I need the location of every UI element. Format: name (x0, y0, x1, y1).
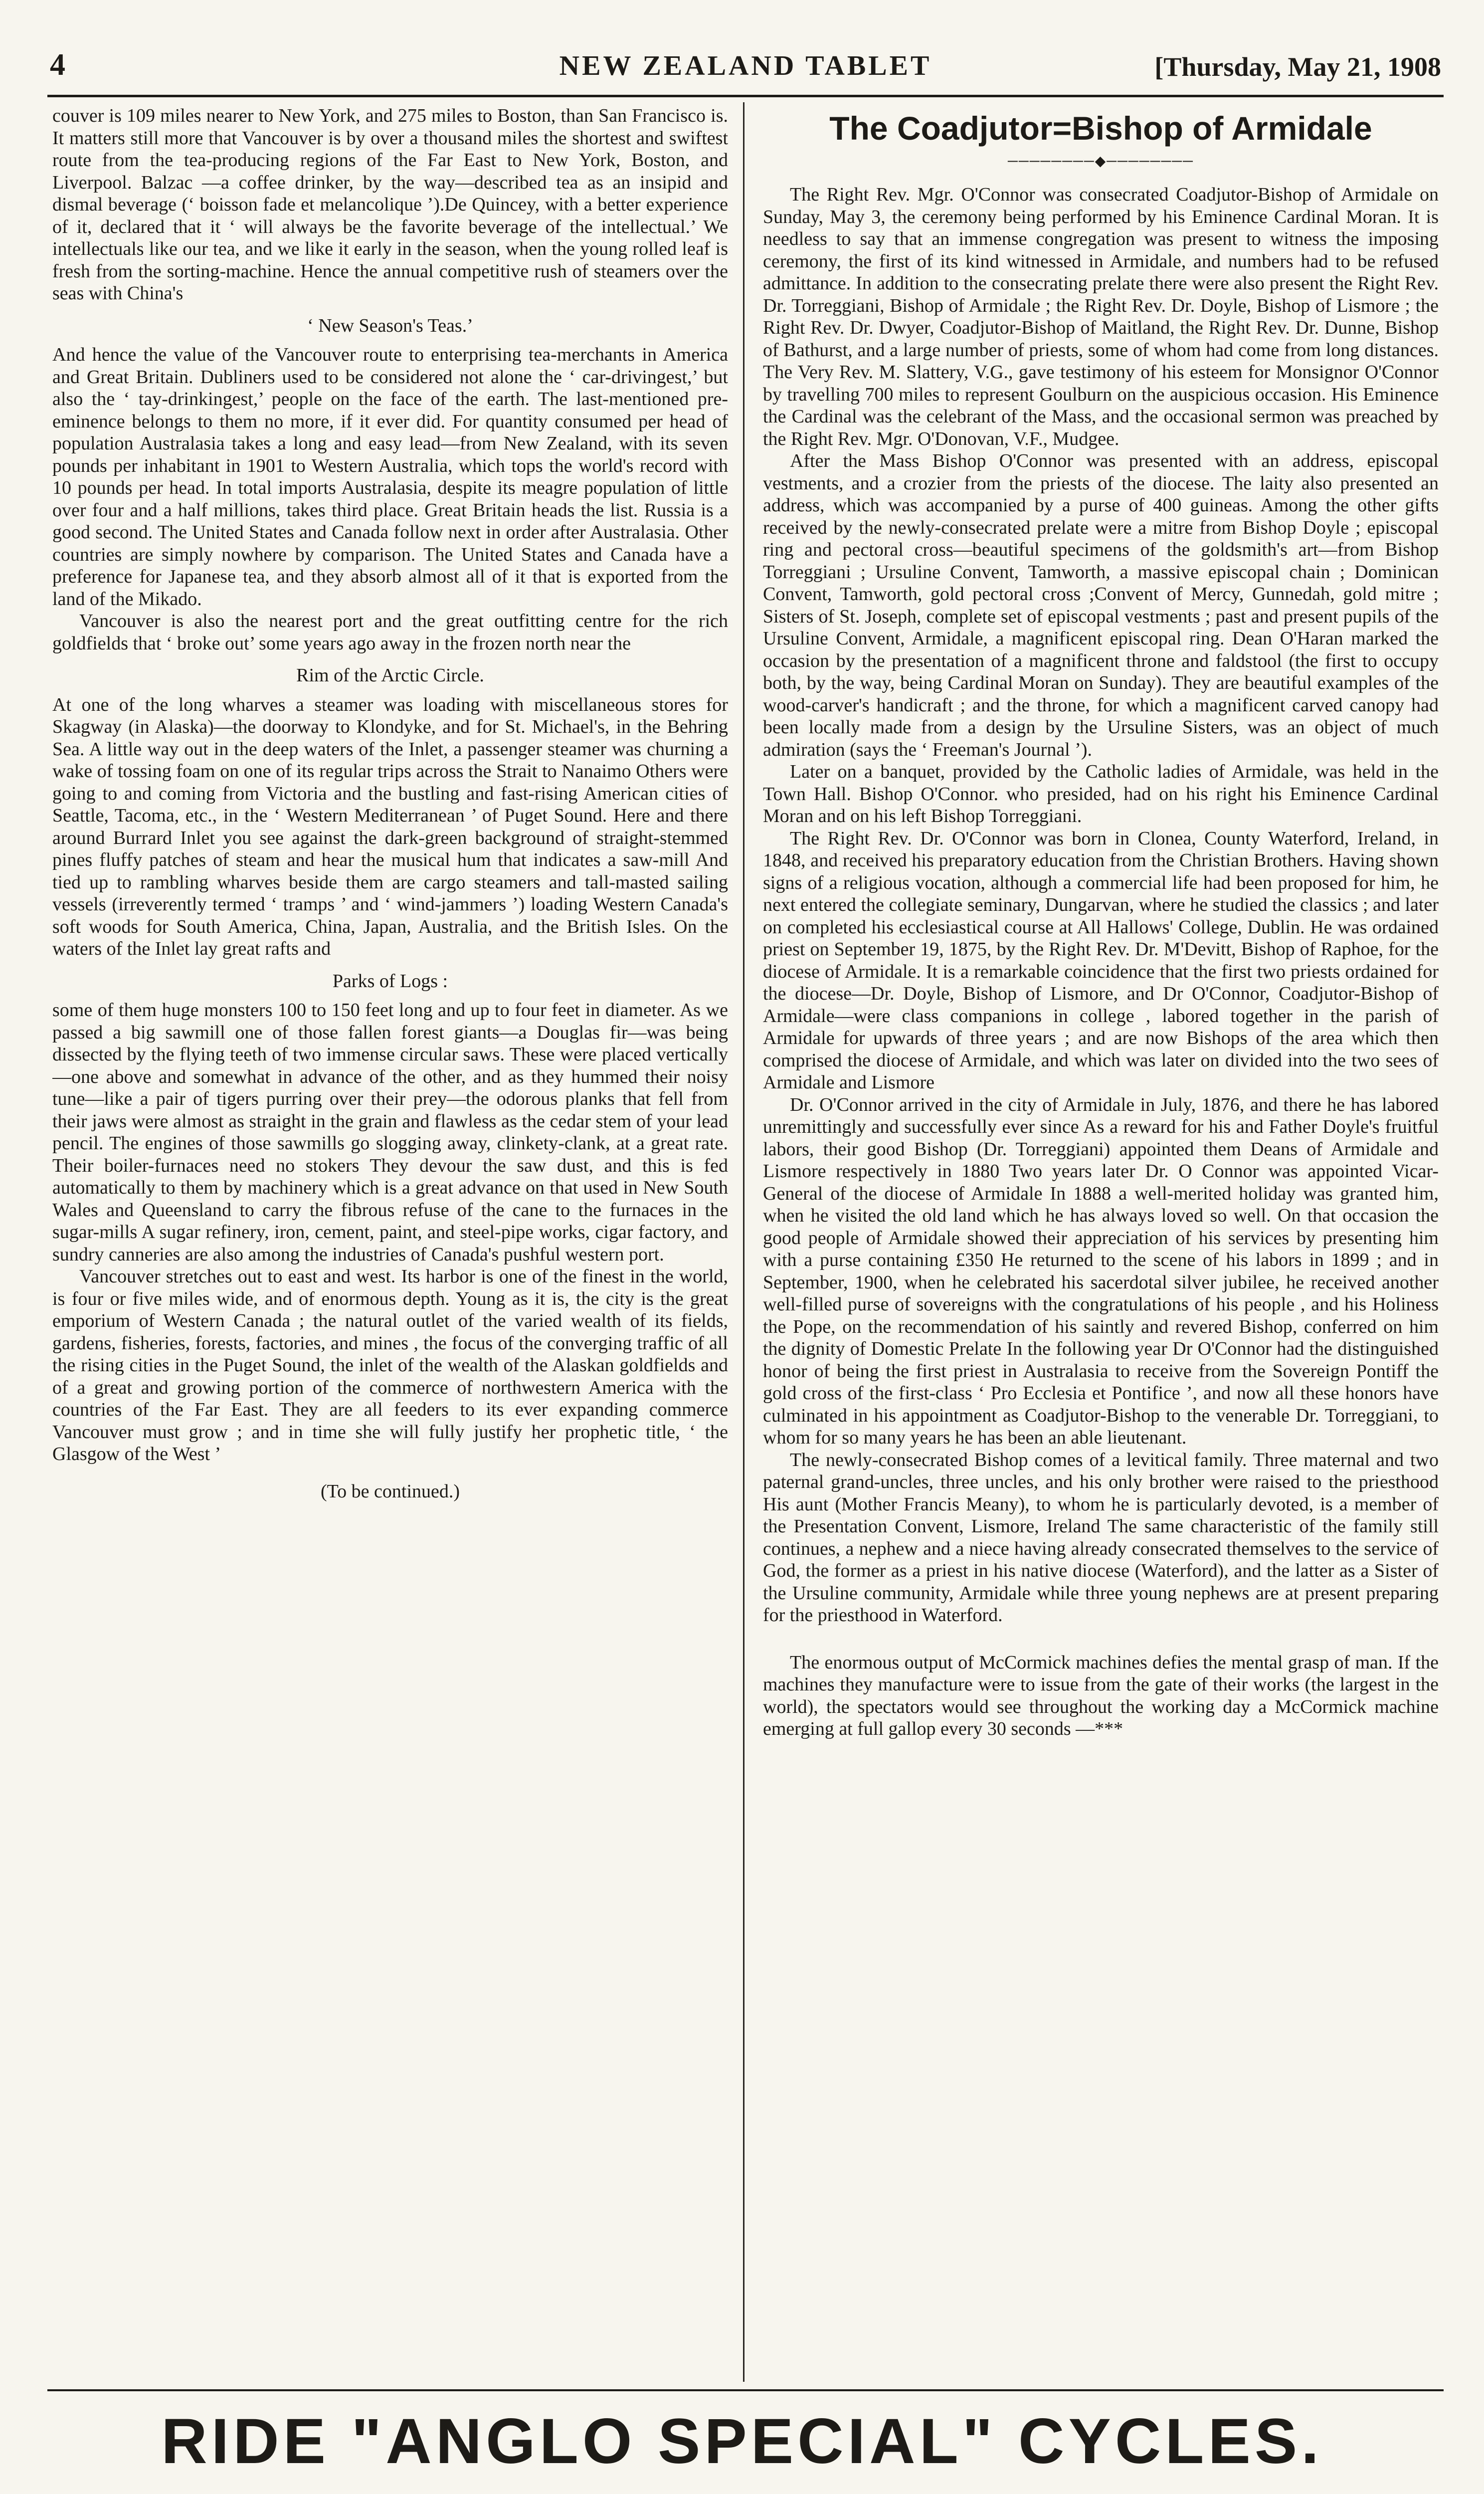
subhead-rim-of-arctic: Rim of the Arctic Circle. (296, 665, 484, 686)
right-paragraph-2: After the Mass Bishop O'Connor was presented with an address, episcopal vestments, and a crozier from the priests of the diocese. The laity also presented an address, which was accompanied by a purse of 400 guineas. Among the other gifts received by the newly-consecrated prelate were a mitre from Bishop Doyle ; episcopal ring and pectoral cross—beautiful specimens of the goldsmith's art—from Bishop Torreggiani ; Ursuline Convent, Tamworth, a massive episcopal chain ; Dominican Convent, Tamworth, gold pectoral cross ;Convent of Mercy, Gunnedah, gold mitre ; Sisters of St. Joseph, complete set of episcopal vestments ; past and present pupils of the Ursuline Convent, Armidale, a magnificent episcopal ring. Dean O'Haran marked the occasion by the presentation of a magnificent throne and faldstool (the first to occupy both, by the way, being Cardinal Moran on Sunday). They are beautiful examples of the wood-carver's handicraft ; and the throne, for which a magnificent carved canopy had been locally made from a design by the Ursuline Sisters, was an object of much admiration (says the ‘ Freeman's Journal ’). (763, 450, 1439, 760)
mccormick-filler: The enormous output of McCormick machines defies the mental grasp of man. If the machines they manufacture were to issue from the gate of their works (the largest in the world), the spectators would see throughout the working day a McCormick machine emerging at full gallop every 30 seconds —*** (763, 1652, 1439, 1739)
right-column (763, 105, 1439, 2384)
right-paragraph-5: Dr. O'Connor arrived in the city of Armidale in July, 1876, and there he has labored unremittingly and successfully ever since As a reward for his and Father Doyle's fruitful labors, their good Bishop (Dr. Torreggiani) appointed them Deans of Armidale and Lismore respectively in 1880 Two years later Dr. O Connor was appointed Vicar-General of the diocese of Armidale In 1888 a well-merited holiday was granted him, when he visited the old land which he has always loved so well. On that occasion the good people of Armidale showed their appreciation of his services by presenting him with a purse containing £350 He returned to the scene of his labors in 1899 ; and in September, 1900, when he celebrated his sacerdotal silver jubilee, he received another well-filled purse of sovereigns with the congratulations of his people , and his Holiness the Pope, on the recommendation of his saintly and revered Bishop, conferred on him the dignity of Domestic Prelate In the following year Dr O'Connor had the distinguished honor of being the first priest in Australasia to receive from the Sovereign Pontiff the gold cross of the first-class ‘ Pro Ecclesia et Pontifice ’, and now all these honors have culminated in his appointment as Coadjutor-Bishop to the venerable Dr. Torreggiani, to whom for so many years he has been an able lieutenant. (763, 1094, 1439, 1448)
page-number: 4 (50, 48, 65, 82)
masthead: NEW ZEALAND TABLET (559, 50, 932, 81)
left-paragraph-1: couver is 109 miles nearer to New York, and 275 miles to Boston, than San Francisco is. It matters still more that Vancouver is by over a thousand miles the shortest and swiftest route from the tea-producing regions of the Far East to New York, Boston, and Liverpool. Balzac —a coffee drinker, by the way—described tea as an insipid and dismal beverage (‘ boisson fade et melancolique ’).De Quincey, with a better experience of it, declared that it ‘ will always be the favorite beverage of the intellectual.’ We intellectuals like our tea, and we like it early in the season, when the young rolled leaf is fresh from the sorting-machine. Hence the annual competitive rush of steamers over the seas with China's (52, 105, 728, 304)
column-divider (743, 102, 744, 2382)
advertisement-banner: RIDE "ANGLO SPECIAL" CYCLES. (161, 2406, 1323, 2477)
left-paragraph-5: some of them huge monsters 100 to 150 feet long and up to four feet in diameter. As we passed a big sawmill one of those fallen forest giants—a Douglas fir—was being dissected by the flying teeth of two immense circular saws. These were placed vertically—one above and somewhat in advance of the other, and as they hummed their noisy tune—like a pair of tigers purring over their prey—the odorous planks that fell from their jaws were almost as straight in the grain and flawless as the cedar stem of your lead pencil. The engines of those sawmills go slogging away, clinkety-clank, at a great rate. Their boiler-furnaces need no stokers They devour the saw dust, and this is fed automatically to them by machinery which is a great advance on that used in New South Wales and Queensland to carry the fibrous refuse of the cane to the furnaces in the sugar-mills A sugar refinery, iron, cement, paint, and steel-pipe works, cigar factory, and sundry canneries are also among the industries of Canada's pushful western port. (52, 1000, 728, 1265)
left-paragraph-6: Vancouver stretches out to east and west. Its harbor is one of the finest in the world, is four or five miles wide, and of enormous depth. Young as it is, the city is the great emporium of Western Canada ; the natural outlet of the varied wealth of its fields, gardens, fisheries, forests, factories, and mines , the focus of the converging traffic of all the rising cities in the Puget Sound, the inlet of the wealth of the Alaskan goldfields and of a great and growing portion of the commerce of northwestern America with the countries of the Far East. They are all feeders to its ever expanding commerce Vancouver must grow ; and in time she will fully justify her prophetic title, ‘ the Glasgow of the West ’ (52, 1266, 728, 1464)
right-paragraph-4: The Right Rev. Dr. O'Connor was born in Clonea, County Waterford, Ireland, in 1848, and received his preparatory education from the Christian Brothers. Having shown signs of a religious vocation, although a commercial life had been proposed for him, he next entered the collegiate seminary, Dungarvan, where he studied the classics ; and later on completed his ecclesiastical course at All Hallows' College, Dublin. He was ordained priest on September 19, 1875, by the Right Rev. Dr. M'Devitt, Bishop of Raphoe, for the diocese of Armidale. It is a remarkable coincidence that the first two priests ordained for the diocese—Dr. Doyle, Bishop of Lismore, and Dr O'Connor, Coadjutor-Bishop of Armidale—were class companions in college , labored together in the parish of Armidale for upwards of three years ; and are now Bishops of the area which then comprised the diocese of Armidale, and which was later on divided into the two sees of Armidale and Lismore (763, 828, 1439, 1093)
dateline: [Thursday, May 21, 1908 (1154, 52, 1441, 82)
right-paragraph-3: Later on a banquet, provided by the Catholic ladies of Armidale, was held in the Town Hall. Bishop O'Connor. who presided, had on his right his Eminence Cardinal Moran and on his left Bishop Torreggiani. (763, 761, 1439, 827)
right-paragraph-6: The newly-consecrated Bishop comes of a levitical family. Three maternal and two paternal grand-uncles, three uncles, and his only brother were raised to the priesthood His aunt (Mother Francis Meany), to whom he is particularly devoted, is a member of the Presentation Convent, Lismore, Ireland The same characteristic of the family still continues, a nephew and a niece having already consecrated themselves to the service of God, the former as a priest in his native diocese (Waterford), and the latter as a Sister of the Ursuline community, Armidale while three young nephews are at present preparing for the priesthood in Waterford. (763, 1449, 1439, 1626)
to-be-continued: (To be continued.) (320, 1480, 460, 1502)
left-paragraph-2: And hence the value of the Vancouver route to enterprising tea-merchants in America and Great Britain. Dubliners used to be considered not alone the ‘ car-drivingest,’ but also the ‘ tay-drinkingest,’ people on the face of the earth. The last-mentioned pre-eminence belongs to them no more, if it ever did. For quantity consumed per head of population Australasia takes a long and easy lead—from New Zealand, with its seven pounds per inhabitant in 1901 to Western Australia, which tops the world's record with 10 pounds per head. In total imports Australasia, despite its meagre population of little over four and a half millions, takes third place. Great Britain heads the list. Russia is a good second. The United States and Canada follow next in order after Australasia. Other countries are simply nowhere by comparison. The United States and Canada have a preference for Japanese tea, and they absorb almost all of it that is exported from the land of the Mikado. (52, 344, 728, 610)
left-paragraph-4: At one of the long wharves a steamer was loading with miscellaneous stores for Skagway (in Alaska)—the doorway to Klondyke, and for St. Michael's, in the Behring Sea. A little way out in the deep waters of the Inlet, a passenger steamer was churning a wake of tossing foam on one of its regular trips across the Strait to Nanaimo Others were going to and coming from Victoria and the bustling and fast-rising American cities of Seattle, Tacoma, etc., in the ‘ Western Mediterranean ’ of Puget Sound. Here and there around Burrard Inlet you see against the dark-green background of straight-stemmed pines fluffy patches of steam and hear the musical hum that indicates a saw-mill And tied up to rambling wharves beside them are cargo steamers and tall-masted sailing vessels (irreverently termed ‘ tramps ’ and ‘ wind-jammers ’) loading Western Canada's soft woods for South America, China, Japan, Australia, and the British Isles. On the waters of the Inlet lay great rafts and (52, 694, 728, 959)
right-paragraph-1: The Right Rev. Mgr. O'Connor was consecrated Coadjutor-Bishop of Armidale on Sunday, May 3, the ceremony being performed by his Eminence Cardinal Moran. It is needless to say that an immense congregation was present to witness the imposing ceremony, the first of its kind witnessed in Armidale, and numbers had to be refused admittance. In addition to the consecrating prelate there were also present the Right Rev. Dr. Torreggiani, Bishop of Armidale ; the Right Rev. Dr. Doyle, Bishop of Lismore ; the Right Rev. Dr. Dwyer, Coadjutor-Bishop of Maitland, the Right Rev. Dr. Dunne, Bishop of Bathurst, and a large number of priests, some of whom had come from long distances. The Very Rev. M. Slattery, V.G., gave testimony of his esteem for Monsignor O'Connor by travelling 700 miles to represent Goulburn on the auspicious occasion. His Eminence the Cardinal was the celebrant of the Mass, and the occasional sermon was preached by the Right Rev. Mgr. O'Donovan, V.F., Mudgee. (763, 184, 1439, 449)
left-column (52, 105, 728, 2384)
page-header (50, 47, 1441, 97)
footer-rule (47, 2389, 1444, 2391)
title-ornament: ────────◆──────── (1008, 154, 1194, 169)
header-rule (47, 95, 1444, 97)
subhead-new-seasons-teas: ‘ New Season's Teas.’ (307, 315, 473, 336)
subhead-parks-of-logs: Parks of Logs : (332, 970, 448, 992)
article-title: The Coadjutor=Bishop of Armidale (829, 110, 1372, 147)
left-paragraph-3: Vancouver is also the nearest port and the great outfitting centre for the rich goldfields that ‘ broke out’ some years ago away in the frozen north near the (52, 611, 728, 654)
